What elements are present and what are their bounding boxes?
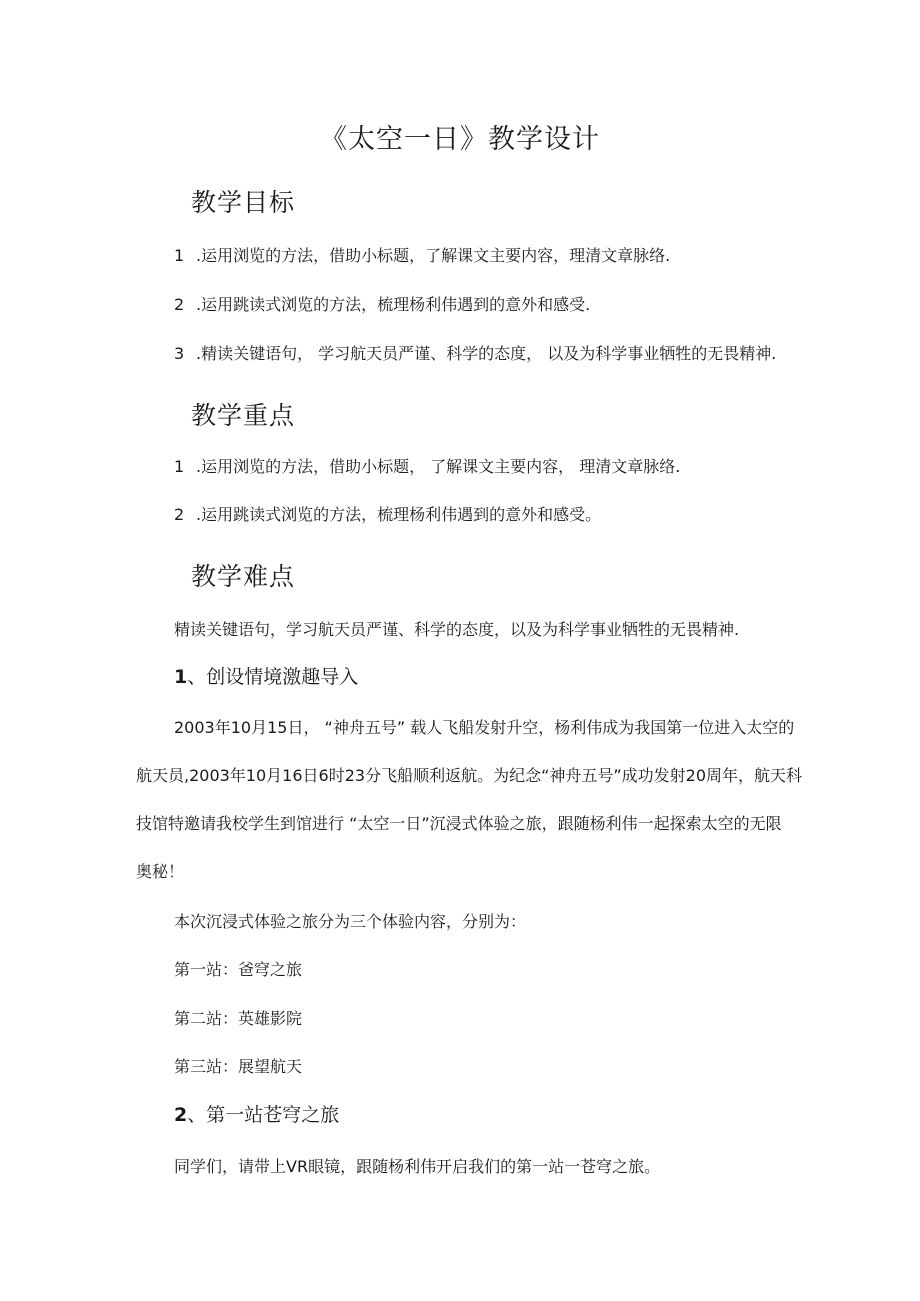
objective-item bbox=[174, 342, 776, 366]
station-item: 第一站：爸穹之旅 bbox=[174, 960, 303, 979]
step-number: 2 bbox=[174, 1104, 188, 1126]
step-title: 、创设情境激趣导入 bbox=[187, 666, 359, 688]
step-heading bbox=[174, 1101, 339, 1129]
section-heading-difficulties: 教学难点 bbox=[191, 562, 296, 591]
section-heading-key-points: 教学重点 bbox=[191, 401, 296, 430]
objective-text: .运用浏览的方法，借助小标题，了解课文主要内容，理清文章脉络. bbox=[196, 246, 671, 265]
page-title: 《太空一日》教学设计 bbox=[320, 124, 600, 155]
station-item: 第三站：展望航天 bbox=[174, 1057, 303, 1076]
key-point-text: .运用跳读式浏览的方法，梳理杨利伟遇到的意外和感受。 bbox=[196, 505, 602, 524]
objective-number: 3 bbox=[174, 344, 185, 363]
paragraph-line: 航天员,2003年10月16日6时23分飞船顺利返航。为纪念“神舟五号”成功发射20周年，航天科 bbox=[136, 766, 803, 785]
objective-item bbox=[174, 293, 590, 317]
intro-paragraph bbox=[136, 704, 834, 896]
station-item: 第二站：英雄影院 bbox=[174, 1009, 303, 1028]
key-point-text: .运用浏览的方法，借助小标题， 了解课文主要内容， 理清文章脉络. bbox=[196, 457, 681, 476]
paragraph-line: 奥秘！ bbox=[136, 862, 185, 881]
objective-number: 1 bbox=[174, 246, 185, 265]
paragraph-line: 2003年10月15日， “神舟五号” 载人飞船发射升空，杨利伟成为我国第一位进入太空的 bbox=[174, 718, 795, 737]
section-heading-objectives: 教学目标 bbox=[191, 188, 296, 217]
key-point-number: 1 bbox=[174, 457, 185, 476]
objective-number: 2 bbox=[174, 295, 185, 314]
step-title: 、第一站苍穹之旅 bbox=[187, 1104, 340, 1126]
key-point-item bbox=[174, 503, 601, 527]
key-point-number: 2 bbox=[174, 505, 185, 524]
objective-item bbox=[174, 244, 670, 268]
objective-text: .运用跳读式浏览的方法，梳理杨利伟遇到的意外和感受. bbox=[196, 295, 591, 314]
step2-text: 同学们，请带上VR眼镜，跟随杨利伟开启我们的第一站一苍穹之旅。 bbox=[174, 1157, 661, 1176]
difficulties-text: 精读关键语句，学习航天员严谨、科学的态度，以及为科学事业牺牲的无畏精神. bbox=[174, 620, 740, 639]
stations-intro: 本次沉浸式体验之旅分为三个体验内容，分别为： bbox=[174, 912, 527, 931]
step-heading bbox=[174, 663, 358, 691]
paragraph-line: 技馆特邀请我校学生到馆进行 “太空一日”沉浸式体验之旅，跟随杨利伟一起探索太空的无限 bbox=[136, 814, 782, 833]
objective-text: .精读关键语句， 学习航天员严谨、科学的态度， 以及为科学事业牺牲的无畏精神. bbox=[196, 344, 777, 363]
key-point-item bbox=[174, 455, 680, 479]
step-number: 1 bbox=[174, 666, 188, 688]
